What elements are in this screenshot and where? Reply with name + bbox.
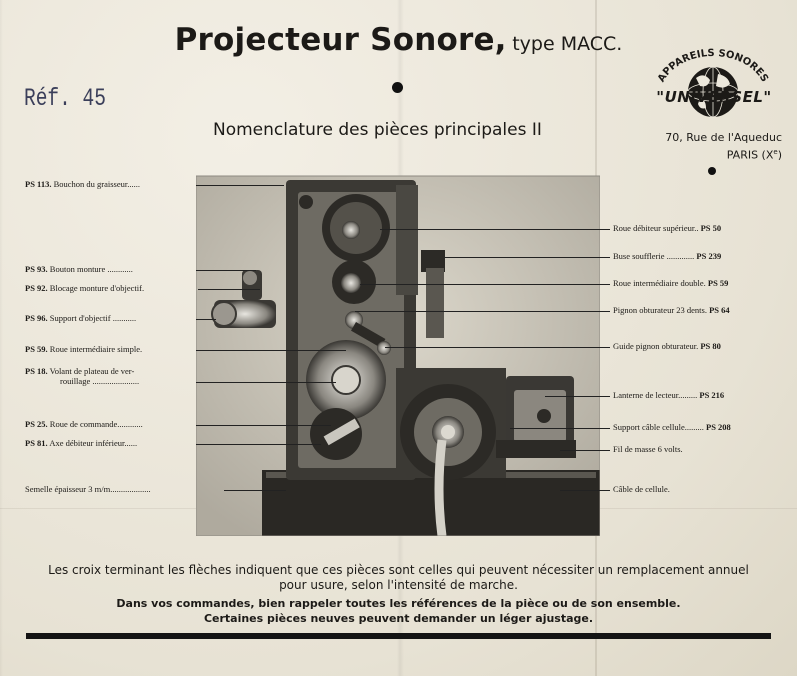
label-ps96: PS 96. Support d'objectif ........... — [25, 313, 137, 323]
leader-line — [196, 382, 336, 383]
order-line1: Dans vos commandes, bien rappeler toutes les références de la pièce ou de son ensemble. — [116, 597, 681, 610]
leader-line — [360, 284, 610, 285]
label-ps216: Lanterne de lecteur......... PS 216 — [613, 390, 725, 400]
leader-line — [510, 428, 610, 429]
reference-number: Réf. 45 — [24, 84, 106, 113]
title-type: type MACC. — [512, 33, 623, 55]
label-ps59-left: PS 59. Roue intermédiaire simple. — [25, 344, 143, 354]
brand-name: "UNIVERSEL" — [656, 88, 772, 106]
leader-line — [196, 319, 216, 320]
label-ps80: Guide pignon obturateur. PS 80 — [613, 341, 721, 351]
label-ps50: Roue débiteur supérieur.. PS 50 — [613, 223, 722, 233]
leader-line — [198, 289, 260, 290]
label-ps18-continued: rouillage ...................... — [60, 376, 140, 386]
title-main: Projecteur Sonore, — [174, 22, 507, 58]
subtitle: Nomenclature des pièces principales II — [213, 120, 542, 140]
leader-line — [196, 425, 331, 426]
leader-line — [196, 185, 284, 186]
address-city: PARIS (Xe) — [726, 148, 782, 162]
leader-line — [196, 270, 256, 271]
leader-line — [560, 490, 610, 491]
leader-line — [224, 490, 286, 491]
leader-line — [380, 229, 610, 230]
leader-line — [385, 347, 610, 348]
label-ps64: Pignon obturateur 23 dents. PS 64 — [613, 305, 730, 315]
label-semelle: Semelle épaisseur 3 m/m................... — [25, 484, 151, 494]
footnote-line1: Les croix terminant les flèches indiquent que ces pièces sont celles qui peuvent nécessiter un remplacement annuel — [48, 563, 749, 577]
order-line2: Certaines pièces neuves peuvent demander un léger ajustage. — [203, 612, 594, 625]
leader-line — [196, 444, 321, 445]
leader-line — [545, 396, 610, 397]
label-ps92: PS 92. Blocage monture d'objectif. — [25, 283, 145, 293]
address — [612, 130, 782, 163]
label-ps113: PS 113. Bouchon du graisseur...... — [25, 179, 140, 189]
label-cable-cellule: Câble de cellule. — [613, 484, 670, 494]
label-ps25: PS 25. Roue de commande............ — [25, 419, 143, 429]
footnote-line2: pour usure, selon l'intensité de marche. — [279, 578, 518, 592]
order-instructions — [0, 596, 797, 626]
label-ps81: PS 81. Axe débiteur inférieur...... — [25, 438, 138, 448]
address-street: 70, Rue de l'Aqueduc — [665, 131, 782, 144]
label-ps59-right: Roue intermédiaire double. PS 59 — [613, 278, 729, 288]
footnote — [0, 563, 797, 593]
projector-photo — [196, 150, 600, 536]
leader-line — [560, 450, 610, 451]
label-ps18: PS 18. Volant de plateau de ver- — [25, 366, 135, 376]
leader-line — [196, 350, 346, 351]
bullet-dot-icon — [708, 167, 716, 175]
label-ps93: PS 93. Bouton monture ............ — [25, 264, 133, 274]
brand-arc-text: APPAREILS SONORES — [656, 48, 770, 85]
leader-line — [445, 257, 610, 258]
bullet-dot-icon — [392, 82, 403, 93]
bottom-rule — [26, 633, 771, 639]
label-ps239: Buse soufflerie ............. PS 239 — [613, 251, 722, 261]
brand-logo — [648, 48, 778, 118]
label-ps208: Support câble cellule......... PS 208 — [613, 422, 731, 432]
label-fil-de-masse: Fil de masse 6 volts. — [613, 444, 683, 454]
leader-line — [355, 311, 610, 312]
